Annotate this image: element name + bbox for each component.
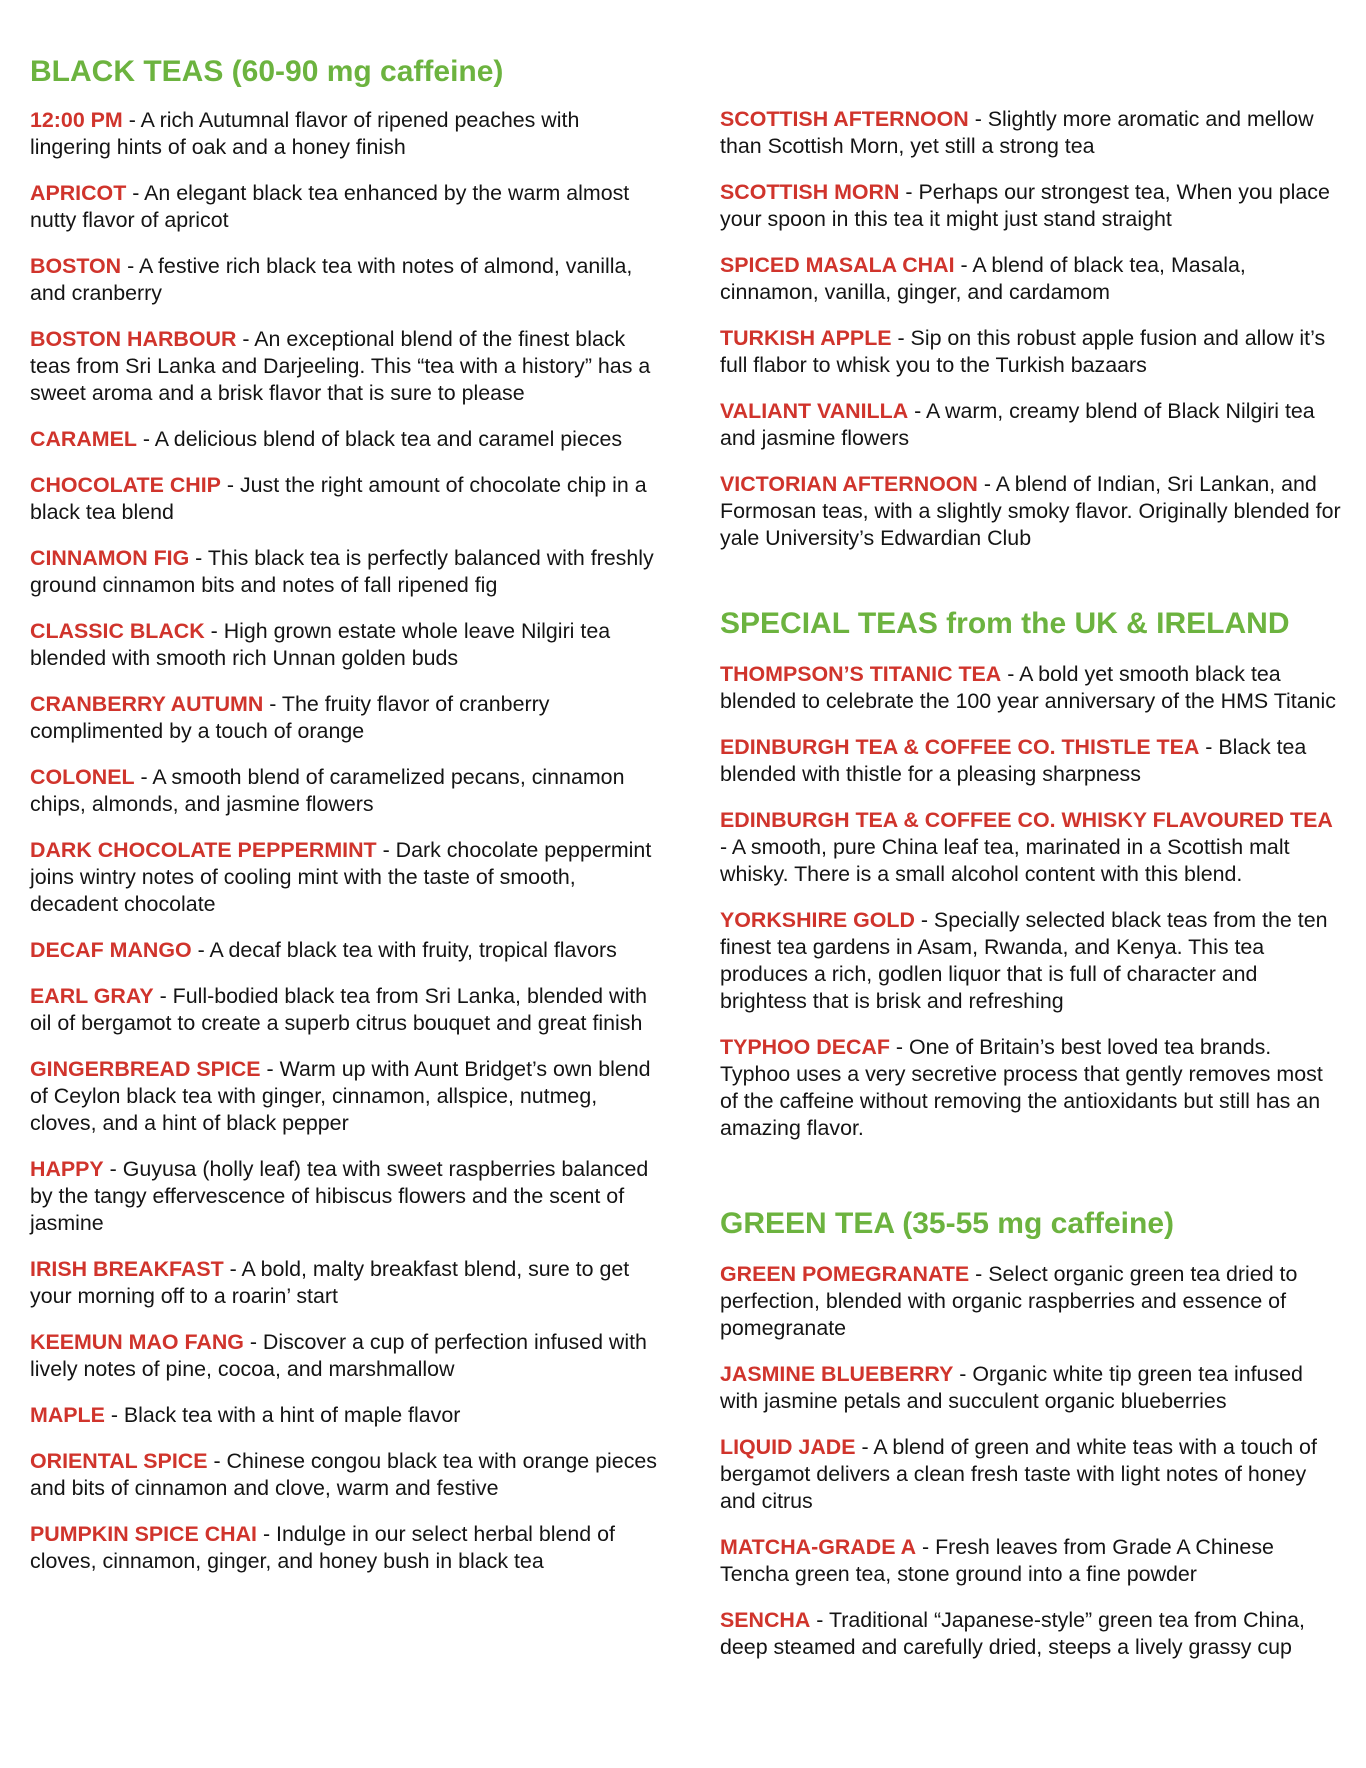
tea-description: - Fresh leaves from Grade A Chinese Tencha green tea, stone ground into a fine powder	[720, 1535, 1274, 1586]
tea-entry	[30, 764, 660, 818]
tea-description: - Select organic green tea dried to perfection, blended with organic raspberries and essence of pomegranate	[720, 1262, 1298, 1340]
tea-name: CHOCOLATE CHIP	[30, 473, 221, 497]
tea-entry	[30, 253, 660, 307]
tea-description: - One of Britain’s best loved tea brands. Typhoo uses a very secretive process that gently removes most of the caffeine without removing the antioxidants but still has an amazing flavor.	[720, 1035, 1323, 1140]
tea-name: CLASSIC BLACK	[30, 619, 205, 643]
tea-name: LIQUID JADE	[720, 1435, 856, 1459]
tea-description: - The fruity flavor of cranberry complimented by a touch of orange	[30, 692, 550, 743]
tea-entry	[30, 1448, 660, 1502]
tea-name: VALIANT VANILLA	[720, 399, 909, 423]
tea-name: APRICOT	[30, 181, 127, 205]
tea-description: - High grown estate whole leave Nilgiri tea blended with smooth rich Unnan golden buds	[30, 619, 611, 670]
special-teas-list	[720, 661, 1345, 1161]
green-tea-list	[720, 1261, 1345, 1680]
tea-description: - An exceptional blend of the finest black teas from Sri Lanka and Darjeeling. This “tea with a history” has a sweet aroma and a brisk flavor that is sure to please	[30, 327, 651, 405]
tea-entry	[720, 734, 1345, 788]
tea-description: - Warm up with Aunt Bridget’s own blend of Ceylon black tea with ginger, cinnamon, allspice, nutmeg, cloves, and a hint of black pepper	[30, 1057, 651, 1135]
tea-name: CINNAMON FIG	[30, 546, 190, 570]
tea-description: - A blend of black tea, Masala, cinnamon, vanilla, ginger, and cardamom	[720, 253, 1246, 304]
tea-entry	[30, 472, 660, 526]
tea-name: GREEN POMEGRANATE	[720, 1262, 970, 1286]
tea-entry	[30, 545, 660, 599]
black-teas-continued-list	[720, 106, 1345, 571]
tea-name: SCOTTISH MORN	[720, 180, 900, 204]
tea-entry	[720, 807, 1345, 888]
tea-name: EARL GRAY	[30, 984, 154, 1008]
tea-name: HAPPY	[30, 1157, 104, 1181]
tea-description: - Black tea with a hint of maple flavor	[104, 1403, 461, 1427]
tea-name: EDINBURGH TEA & COFFEE CO. WHISKY FLAVOURED TEA	[720, 808, 1333, 832]
tea-description: - Full-bodied black tea from Sri Lanka, blended with oil of bergamot to create a superb citrus bouquet and great finish	[30, 984, 648, 1035]
tea-entry	[30, 1056, 660, 1137]
tea-description: - A bold yet smooth black tea blended to celebrate the 100 year anniversary of the HMS Titanic	[720, 662, 1336, 713]
tea-name: EDINBURGH TEA & COFFEE CO. THISTLE TEA	[720, 735, 1200, 759]
tea-entry	[720, 1534, 1345, 1588]
tea-description: - Discover a cup of perfection infused with lively notes of pine, cocoa, and marshmallow	[30, 1330, 647, 1381]
tea-description: - Perhaps our strongest tea, When you place your spoon in this tea it might just stand straight	[720, 180, 1330, 231]
tea-name: MATCHA-GRADE A	[720, 1535, 917, 1559]
tea-name: SPICED MASALA CHAI	[720, 253, 955, 277]
tea-description: - A warm, creamy blend of Black Nilgiri tea and jasmine flowers	[720, 399, 1315, 450]
tea-entry	[30, 107, 660, 161]
tea-description: - This black tea is perfectly balanced with freshly ground cinnamon bits and notes of fall ripened fig	[30, 546, 654, 597]
tea-entry	[720, 1607, 1345, 1661]
tea-description: - A bold, malty breakfast blend, sure to get your morning off to a roarin’ start	[30, 1257, 630, 1308]
tea-entry	[720, 471, 1345, 552]
tea-name: THOMPSON’S TITANIC TEA	[720, 662, 1002, 686]
tea-description: - An elegant black tea enhanced by the warm almost nutty flavor of apricot	[30, 181, 630, 232]
tea-description: - A smooth, pure China leaf tea, marinated in a Scottish malt whisky. There is a small alcohol content with this blend.	[720, 835, 1290, 886]
tea-description: - Black tea blended with thistle for a pleasing sharpness	[720, 735, 1307, 786]
tea-entry	[30, 837, 660, 918]
tea-description: - A blend of green and white teas with a touch of bergamot delivers a clean fresh taste with light notes of honey and citrus	[720, 1435, 1317, 1513]
tea-entry	[720, 398, 1345, 452]
tea-description: - Indulge in our select herbal blend of cloves, cinnamon, ginger, and honey bush in black tea	[30, 1522, 615, 1573]
tea-description: - A decaf black tea with fruity, tropical flavors	[191, 938, 617, 962]
tea-entry	[30, 426, 660, 453]
tea-entry	[720, 1034, 1345, 1142]
tea-name: GINGERBREAD SPICE	[30, 1057, 261, 1081]
tea-entry	[720, 106, 1345, 160]
tea-entry	[30, 618, 660, 672]
tea-name: DARK CHOCOLATE PEPPERMINT	[30, 838, 377, 862]
tea-description: - Sip on this robust apple fusion and allow it’s full flabor to whisk you to the Turkish bazaars	[720, 326, 1326, 377]
tea-description: - A blend of Indian, Sri Lankan, and Formosan teas, with a slightly smoky flavor. Originally blended for yale University’s Edwardian Club	[720, 472, 1341, 550]
tea-entry	[720, 1361, 1345, 1415]
tea-entry	[30, 691, 660, 745]
tea-entry	[720, 325, 1345, 379]
black-teas-list	[30, 107, 660, 1594]
tea-entry	[30, 937, 660, 964]
tea-name: BOSTON HARBOUR	[30, 327, 237, 351]
tea-name: SCOTTISH AFTERNOON	[720, 107, 969, 131]
tea-description: - Just the right amount of chocolate chip in a black tea blend	[30, 473, 647, 524]
tea-description: - Chinese congou black tea with orange pieces and bits of cinnamon and clove, warm and festive	[30, 1449, 657, 1500]
black-teas-heading: BLACK TEAS (60-90 mg caffeine)	[30, 55, 504, 88]
tea-name: JASMINE BLUEBERRY	[720, 1362, 954, 1386]
tea-entry	[30, 983, 660, 1037]
tea-name: TURKISH APPLE	[720, 326, 892, 350]
tea-entry	[30, 1329, 660, 1383]
tea-name: DECAF MANGO	[30, 938, 192, 962]
tea-description: - A smooth blend of caramelized pecans, cinnamon chips, almonds, and jasmine flowers	[30, 765, 625, 816]
tea-description: - Specially selected black teas from the ten finest tea gardens in Asam, Rwanda, and Kenya. This tea produces a rich, godlen liquor that is full of character and brightess that is brisk and refreshing	[720, 908, 1328, 1013]
tea-entry	[30, 326, 660, 407]
tea-description: - A festive rich black tea with notes of almond, vanilla, and cranberry	[30, 254, 633, 305]
tea-description: - Slightly more aromatic and mellow than Scottish Morn, yet still a strong tea	[720, 107, 1314, 158]
tea-name: TYPHOO DECAF	[720, 1035, 890, 1059]
tea-description: - Dark chocolate peppermint joins wintry notes of cooling mint with the taste of smooth, decadent chocolate	[30, 838, 652, 916]
tea-name: SENCHA	[720, 1608, 811, 1632]
tea-entry	[30, 1402, 660, 1429]
tea-name: PUMPKIN SPICE CHAI	[30, 1522, 258, 1546]
tea-entry	[30, 1256, 660, 1310]
tea-entry	[720, 179, 1345, 233]
tea-name: ORIENTAL SPICE	[30, 1449, 208, 1473]
tea-entry	[720, 907, 1345, 1015]
tea-description: - A delicious blend of black tea and caramel pieces	[136, 427, 623, 451]
tea-entry	[720, 252, 1345, 306]
tea-name: COLONEL	[30, 765, 135, 789]
special-teas-heading: SPECIAL TEAS from the UK & IRELAND	[720, 607, 1290, 640]
tea-description: - A rich Autumnal flavor of ripened peaches with lingering hints of oak and a honey finish	[30, 108, 580, 159]
tea-entry	[720, 1434, 1345, 1515]
tea-entry	[30, 1521, 660, 1575]
tea-entry	[30, 180, 660, 234]
tea-description: - Guyusa (holly leaf) tea with sweet raspberries balanced by the tangy effervescence of hibiscus flowers and the scent of jasmine	[30, 1157, 649, 1235]
tea-entry	[720, 661, 1345, 715]
tea-name: MAPLE	[30, 1403, 105, 1427]
tea-description: - Organic white tip green tea infused with jasmine petals and succulent organic blueberries	[720, 1362, 1303, 1413]
tea-description: - Traditional “Japanese-style” green tea from China, deep steamed and carefully dried, steeps a lively grassy cup	[720, 1608, 1305, 1659]
tea-name: CARAMEL	[30, 427, 137, 451]
green-tea-heading: GREEN TEA (35-55 mg caffeine)	[720, 1207, 1174, 1240]
tea-name: CRANBERRY AUTUMN	[30, 692, 264, 716]
tea-entry	[30, 1156, 660, 1237]
tea-name: 12:00 PM	[30, 108, 123, 132]
tea-name: IRISH BREAKFAST	[30, 1257, 224, 1281]
tea-name: YORKSHIRE GOLD	[720, 908, 915, 932]
tea-name: KEEMUN MAO FANG	[30, 1330, 244, 1354]
tea-name: VICTORIAN AFTERNOON	[720, 472, 978, 496]
tea-name: BOSTON	[30, 254, 122, 278]
tea-entry	[720, 1261, 1345, 1342]
